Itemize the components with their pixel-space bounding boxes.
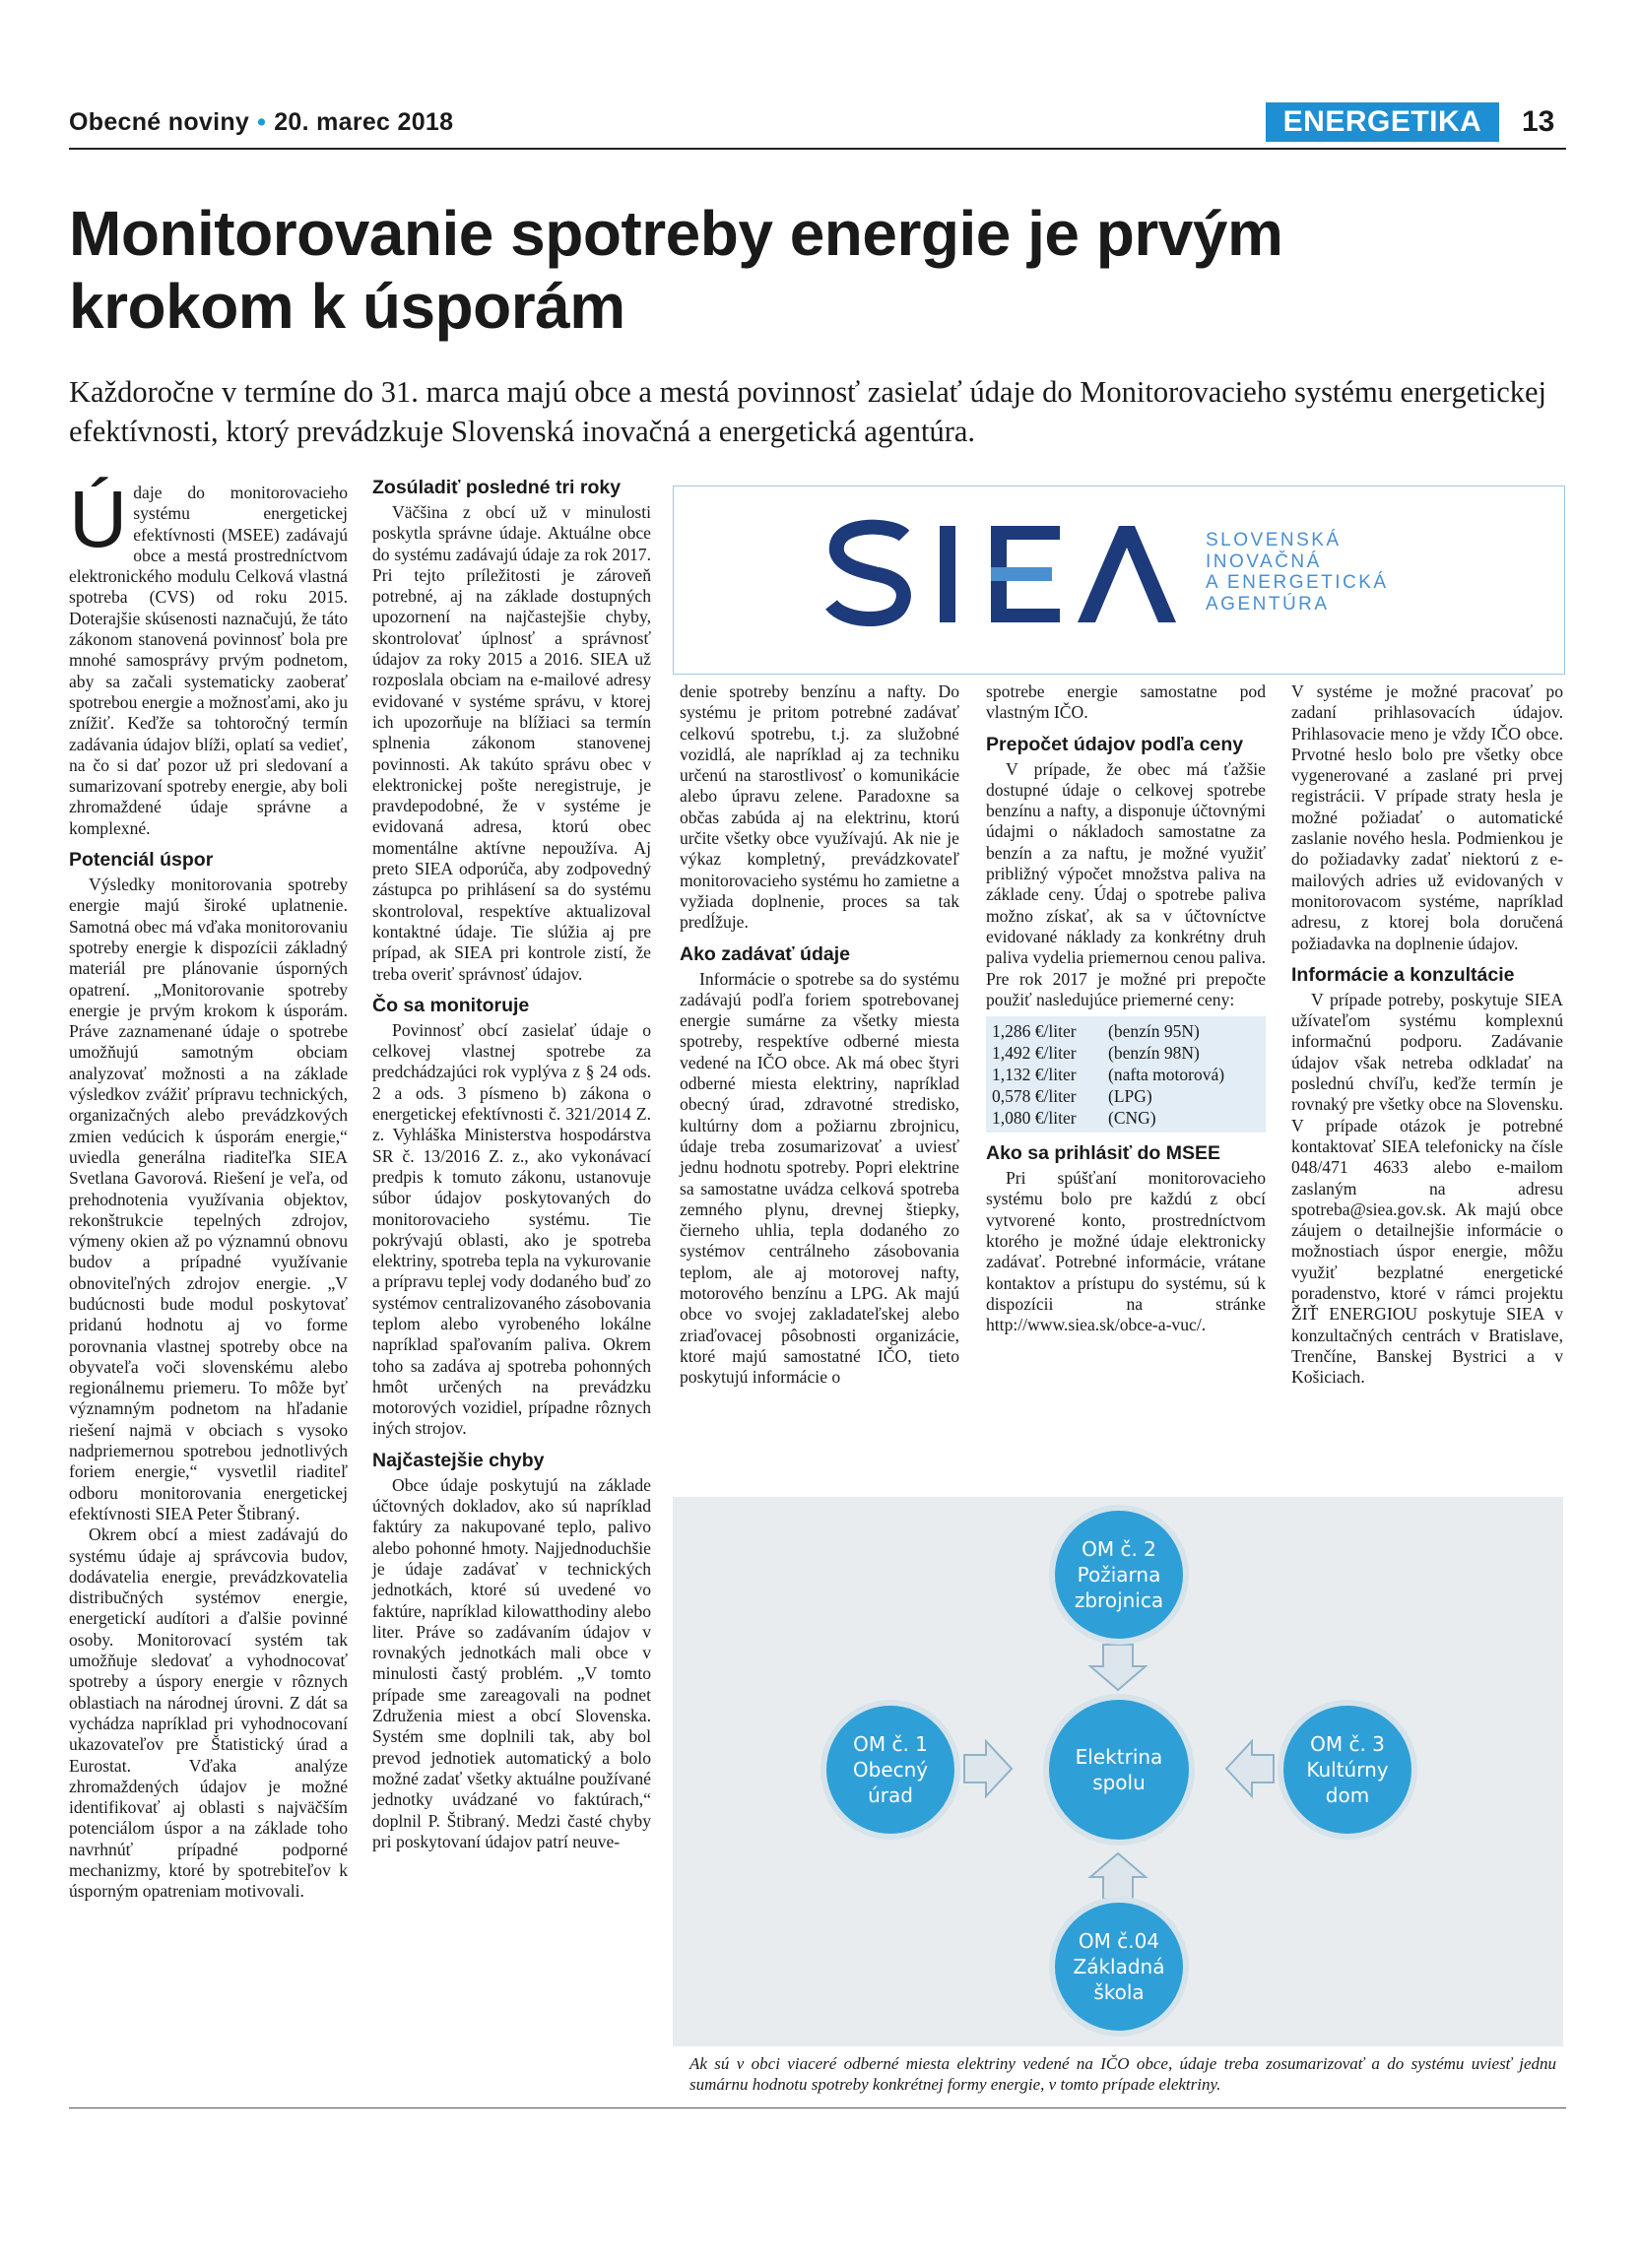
- paragraph: Povinnosť obcí zasielať údaje o celkovej vlastnej spotrebe za predchádzajúci rok vyplýva z § 24 ods. 2 a ods. 3 písmeno b) zákona o energetickej efektívnosti č. 321/2014 Z. z. Vyhláška Ministerstva hospodárstva SR č. 13/2016 Z. z., ako vykonávací predpis k tomuto zákonu, ustanovuje súbor údajov poskytovaných do monitorovacieho systému. Tie pokrývajú oblasti, ako je spotreba elektriny, spotreba tepla na vykurovanie a prípravu teplej vody dodaného buď zo systémov centralizovaného zásobovania teplom alebo vyrobeného lokálne napríklad spaľovaním paliva. Okrem toho sa zadáva aj spotreba pohonných hmôt určených na prevádzku motorových vozidiel, prípadne rôznych iných strojov.: [372, 1019, 651, 1439]
- price-value: 1,132 €/liter: [992, 1065, 1077, 1085]
- arrow-up-icon: [1090, 1853, 1146, 1899]
- fuel-type: (LPG): [1108, 1086, 1152, 1107]
- arrow-left-icon: [1226, 1741, 1274, 1796]
- price-value: 1,492 €/liter: [992, 1043, 1077, 1064]
- price-row: [992, 1064, 1260, 1085]
- siea-logo-text: [1206, 530, 1389, 615]
- center-label: Elektrina spolu: [1075, 1745, 1163, 1794]
- paragraph: Pri spúšťaní monitorovacieho systému bolo pre každú z obcí vytvorené konto, prostredníctvom ktorého je možné údaje elektronicky zadávať. Potrebné informácie, vrátane kontaktov a prístupu do systému, sú k dispozícii na stránke http://www.siea.sk/obce-a-vuc/.: [986, 1168, 1266, 1335]
- column-4: [986, 681, 1266, 1336]
- fuel-type: (CNG): [1108, 1108, 1156, 1129]
- masthead: [69, 108, 453, 137]
- arrow-right-icon: [964, 1741, 1012, 1796]
- subhead-ako-zadavat: Ako zadávať údaje: [680, 942, 850, 965]
- siea-logo-mark: [823, 514, 1188, 632]
- column-3: [680, 681, 959, 1389]
- subhead-potencial-uspor: Potenciál úspor: [69, 849, 214, 872]
- paragraph: V systéme je možné pracovať po zadaní prihlasovacích údajov. Prihlasovacie meno je vždy IČO obce. Prvotné heslo bolo pre všetky obce vygenerované a zaslané pri prvej registrácii. V prípade straty hesla je možné požiadať o automatické zaslanie nového hesla. Podmienkou je do požiadavky zadať niektorú z e-mailových adries už evidovaných v monitorovacom systéme, napríklad adresu, z ktorej bola doručená požiadavka na doplnenie údajov.: [1291, 681, 1563, 953]
- paragraph: V prípade, že obec má ťažšie dostupné údaje o celkovej spotrebe benzínu a nafty, a disponuje účtovnými údajmi o nákladoch samostatne za benzín a za naftu, je možné využiť približný výpočet množstva paliva na základe ceny. Údaj o spotrebe paliva možno získať, ak sa v účtovníctve evidované náklady za konkrétny druh paliva vydelia priemernou cenou paliva. Pre rok 2017 je možné pri prepočte použiť nasledujúce priemerné ceny:: [986, 758, 1266, 1009]
- paragraph: Okrem obcí a miest zadávajú do systému údaje aj správcovia budov, dodávatelia energie, prevádzkovatelia distribučných systémov energie, energetickí audítori a ďalšie povinné osoby. Monitorovací systém tak umožňuje sledovať a vyhodnocovať spotreby a úspory energie v rôznych oblastiach na národnej úrovni. Z dát sa vychádza napríklad pri vyhodnocovaní ukazovateľov pre Štatistický úrad a Eurostat. Vďaka analýze zhromaždených údajov je možné identifikovať aj oblasti s najväčším potenciálom úspor a na základe toho navrhnúť prípadné podporné mechanizmy, ktoré by spotrebiteľov k úsporným opatreniam motivovali.: [69, 1524, 348, 1902]
- price-value: 1,286 €/liter: [992, 1021, 1077, 1042]
- paragraph: denie spotreby benzínu a nafty. Do systému je pritom potrebné zadávať celkovú spotrebu, t.j. za služobné vozidlá, ale napríklad aj za techniku určenú na starostlivosť o komunikácie alebo úpravu zelene. Paradoxne sa občas zabúda aj na elektrinu, ktorú určite všetky obce využívajú. Ak nie je výkaz kompletný, prevádzkovateľ monitorovacieho systému ho zamietne a vyžiada doplnenie, proces sa tak predĺžuje.: [680, 681, 959, 933]
- fuel-type: (nafta motorová): [1108, 1065, 1225, 1085]
- om3-label: OM č. 3 Kultúrny dom: [1306, 1732, 1389, 1807]
- intro-text: daje do monitorovacieho systému energetickej efektívnosti (MSEE) zadávajú obce a mestá prostredníctvom elektronického modulu Celková vlastná spotreba (CVS) od roku 2015. Doterajšie skúsenosti naznačujú, že táto zákonom stanovená povinnosť bola pre mnohé samosprávy prvým podnetom, aby sa začali systematicky zaoberať spotrebou energie a možnosťami, ako ju znížiť. Keďže sa tohtoročný termín zadávania údajov blíži, oplatí sa vedieť, na čo si dať pozor už pri sledovaní a sumarizovaní spotreby energie, aby boli zhromaždené údaje správne a komplexné.: [69, 483, 348, 838]
- publication-name: Obecné noviny: [69, 108, 250, 136]
- metering-points-diagram: [673, 1497, 1563, 2046]
- separator-dot: •: [257, 108, 267, 136]
- om3-circle: [1283, 1706, 1411, 1834]
- intro-paragraph: [69, 475, 348, 839]
- paragraph: Obce údaje poskytujú na základe účtovných dokladov, ako sú napríklad faktúry za nakupované teplo, palivo alebo pohonné hmoty. Najjednoduchšie je údaje zadávať v technických jednotkách, ktoré sú uvedené vo faktúre, napríklad kilowatthodiny alebo liter. Práve so zadávaním údajov v rovnakých jednotkách mali obce v minulosti častý problém. „V tomto prípade sme zareagovali na podnet Združenia miest a obcí Slovenska. Systém sme doplnili tak, aby bol prevod jednotiek automatický a bolo možné zadať všetky aktuálne používané jednotky uvádzané vo faktúrach,“ doplnil P. Štibraný. Medzi časté chyby pri poskytovaní údajov patrí neuve-: [372, 1474, 651, 1851]
- article-lead: Každoročne v termíne do 31. marca majú obce a mestá povinnosť zasielať údaje do Monitorovacieho systému energetickej efektívnosti, ktorý prevádzkuje Slovenská inovačná a energetická agentúra.: [69, 375, 1547, 448]
- subhead-prepocet: Prepočet údajov podľa ceny: [986, 733, 1244, 755]
- price-value: 1,080 €/liter: [992, 1108, 1077, 1129]
- paragraph: Informácie o spotrebe sa do systému zadávajú podľa foriem spotrebovanej energie sumárne za všetky miesta spotreby, respektíve odberné miesta vedené na IČO obce. Ak má obec štyri odberné miesta elektriny, napríklad obecný úrad, zdravotné stredisko, kultúrny dom a požiarnu zbrojnicu, údaje treba zosumarizovať a uviesť jednu hodnotu spotreby. Popri elektrine sa samostatne uvádza celková spotreba zemného plynu, drevnej štiepky, čierneho uhlia, tepla dodaného zo systémov centrálneho zásobovania teplom, ale aj motorovej nafty, motorového benzínu a LPG. Ak majú obce vo svojej zakladateľskej alebo zriaďovacej pôsobnosti organizácie, ktoré majú samostatné IČO, tieto poskytujú informácie o: [680, 968, 959, 1388]
- headline-line-1: Monitorovanie spotreby energie je prvým: [69, 198, 1283, 269]
- drop-cap: Ú: [69, 475, 128, 564]
- subhead-co-sa-monitoruje: Čo sa monitoruje: [372, 994, 530, 1016]
- siea-logo-box: [673, 486, 1565, 675]
- arrow-down-icon: [1090, 1645, 1146, 1690]
- price-row: [992, 1020, 1260, 1042]
- paragraph: spotrebe energie samostatne pod vlastným IČO.: [986, 681, 1266, 723]
- paragraph: Väčšina z obcí už v minulosti poskytla správne údaje. Aktuálne obce do systému zadávajú údaje za rok 2017. Pri tejto príležitosti je zároveň potrebné, aj na základe dostupných upozornení na najčastejšie chyby, skontrolovať úplnosť a správnosť údajov za roky 2015 a 2016. SIEA už rozposlala obciam na e-mailové adresy evidované v systéme správu, v ktorej ich upozorňuje na blížiaci sa termín splnenia zákonom stanovenej povinnosti. Ak takúto správu obec v elektronickej pošte neregistruje, je pravdepodobné, že v systéme je evidovaná adresa, ktorú obec momentálne aktívne nepoužíva. Aj preto SIEA odporúča, aby zodpovedný zástupca po prihlásení sa do systému skontroloval, respektíve aktualizoval kontaktné údaje. Tie slúžia aj pre prípad, ak SIEA pri kontrole zistí, že treba overiť správnosť údajov.: [372, 502, 651, 984]
- logo-line: SLOVENSKÁ: [1206, 530, 1342, 551]
- om1-label: OM č. 1 Obecný úrad: [852, 1732, 929, 1807]
- om2-circle: [1055, 1511, 1183, 1639]
- column-1: [69, 475, 348, 1903]
- paragraph: V prípade potreby, poskytuje SIEA užívateľom systému komplexnú informačnú podporu. Zadávanie údajov však netreba odkladať na poslednú chvíľu, keďže termín je rovnaký pre všetky obce na Slovensku. V prípade otázok je potrebné kontaktovať SIEA telefonicky na čísle 048/471 4633 alebo e-mailom zaslaným na adresu spotreba@siea.gov.sk. Ak majú obce záujem o detailnejšie informácie o možnostiach úspor energie, môžu využiť bezplatné energetické poradenstvo, ktoré v rámci projektu ŽIŤ ENERGIOU poskytuje SIEA v konzultačných centrách v Bratislave, Trenčíne, Banskej Bystrici a v Košiciach.: [1291, 989, 1563, 1388]
- om4-label: OM č.04 Základná škola: [1073, 1929, 1165, 2004]
- page-number: 13: [1522, 105, 1555, 138]
- fuel-price-table: [986, 1016, 1266, 1133]
- subhead-najcastejsie-chyby: Najčastejšie chyby: [372, 1449, 545, 1471]
- subhead-zosuladit: Zosúladiť posledné tri roky: [372, 477, 622, 498]
- issue-date: 20. marec 2018: [274, 108, 454, 136]
- diagram-caption: Ak sú v obci viaceré odberné miesta elektriny vedené na IČO obce, údaje treba zosumarizovať a do systému uviesť jednu sumárnu hodnotu spotreby konkrétnej formy energie, v tomto prípade elektriny.: [689, 2054, 1556, 2094]
- logo-line: A ENERGETICKÁ: [1206, 572, 1389, 593]
- footer-divider: [69, 2107, 1566, 2108]
- header-divider: [69, 148, 1566, 150]
- article-headline: [69, 197, 1546, 343]
- om4-circle: [1055, 1903, 1183, 2031]
- price-row: [992, 1042, 1260, 1064]
- om2-label: OM č. 2 Požiarna zbrojnica: [1074, 1537, 1164, 1612]
- price-row: [992, 1085, 1260, 1107]
- paragraph: Výsledky monitorovania spotreby energie majú široké uplatnenie. Samotná obec má vďaka monitorovaniu spotreby energie k dispozícii základný materiál pre plánovanie úsporných opatrení. „Monitorovanie spotreby energie je prvým krokom k úsporám. Práve zaznamenané údaje o spotrebe umožňujú samotným obciam analyzovať možnosti a na základe výsledkov zvážiť prípravu technických, organizačných alebo prevádzkových zmien vedúcich k úsporám energie,“ uviedla generálna riaditeľka SIEA Svetlana Gavorová. Riešení je veľa, od prehodnotenia využívania objektov, rekonštrukcie tepelných zdrojov, výmeny okien až po významnú obnovu budov a prípadné využívanie obnoviteľných zdrojov energie. „V budúcnosti bude modul poskytovať pridanú hodnotu aj vo forme porovnania vlastnej spotreby obce na obyvateľa voči slovenskému alebo regionálnemu priemeru. To môže byť významným podnetom na hľadanie riešení najmä v obciach s vysoko nadpriemernou spotrebou jednotlivých foriem energie,“ vysvetlil riaditeľ odboru monitorovania energetickej efektívnosti SIEA Peter Štibraný.: [69, 875, 348, 1523]
- column-2: [372, 477, 651, 1852]
- fuel-type: (benzín 95N): [1108, 1021, 1200, 1042]
- center-circle: [1049, 1700, 1189, 1840]
- price-value: 0,578 €/liter: [992, 1086, 1077, 1107]
- logo-line: AGENTÚRA: [1206, 593, 1330, 615]
- headline-line-2: krokom k úsporám: [69, 271, 625, 342]
- column-5: [1291, 681, 1563, 1389]
- logo-line: INOVAČNÁ: [1206, 551, 1322, 572]
- subhead-informacie: Informácie a konzultácie: [1291, 963, 1515, 986]
- subhead-ako-sa-prihlasit: Ako sa prihlásiť do MSEE: [986, 1142, 1220, 1165]
- fuel-type: (benzín 98N): [1108, 1043, 1200, 1064]
- section-label: ENERGETIKA: [1266, 102, 1499, 142]
- om1-circle: [826, 1706, 954, 1834]
- price-row: [992, 1107, 1260, 1129]
